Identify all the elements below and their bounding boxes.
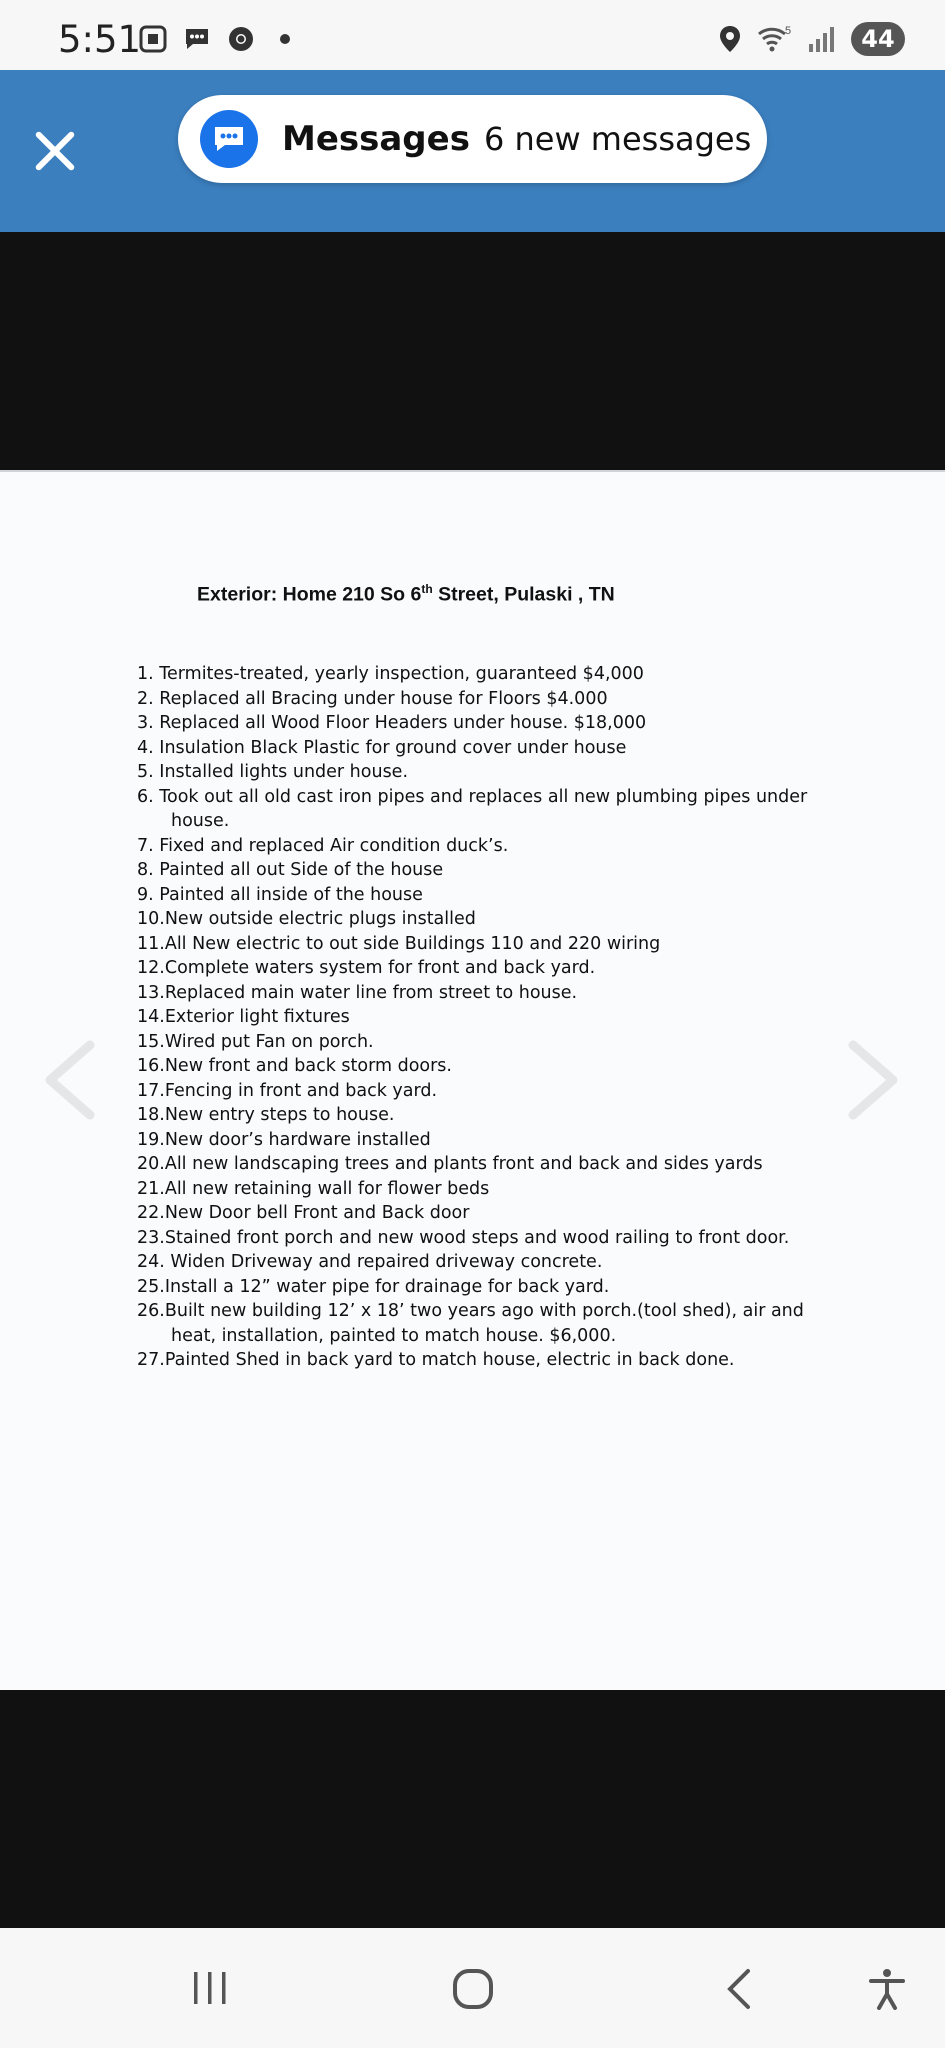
item-number: 6.	[137, 786, 154, 807]
document-list-item	[137, 1348, 837, 1373]
document-title: Exterior: Home 210 So 6th Street, Pulaski , TN	[197, 582, 615, 606]
signal-icon	[807, 24, 837, 54]
document-list-item	[137, 956, 837, 981]
item-number: 8.	[137, 860, 154, 880]
document-list-item	[137, 883, 837, 908]
document-list-item	[137, 1177, 837, 1202]
item-text: Insulation Black Plastic for ground cover under house	[159, 737, 627, 758]
item-text-continuation: house.	[171, 811, 230, 831]
item-number: 5.	[137, 762, 154, 782]
item-number: 4.	[137, 737, 154, 758]
item-number: 17.	[137, 1080, 165, 1101]
item-text: Install a 12” water pipe for drainage for back yard.	[164, 1276, 610, 1297]
item-text: Painted all out Side of the house	[159, 860, 444, 880]
document-list-item	[137, 932, 837, 957]
item-number: 3.	[137, 713, 154, 733]
item-number: 27.	[137, 1350, 165, 1370]
system-navigation-bar	[0, 1928, 945, 2048]
document-list-item	[137, 662, 837, 687]
location-icon	[717, 24, 743, 54]
chrome-icon	[226, 24, 256, 54]
item-number: 1.	[137, 664, 154, 684]
item-number: 15.	[137, 1031, 165, 1052]
battery-indicator: 44	[851, 22, 905, 56]
item-text: Painted all inside of the house	[159, 884, 423, 905]
document-list-item	[137, 785, 837, 834]
next-image-icon[interactable]	[845, 1040, 903, 1120]
item-text: New outside electric plugs installed	[164, 909, 476, 929]
home-icon[interactable]	[452, 1968, 494, 2010]
item-number: 13.	[137, 982, 165, 1003]
item-number: 22.	[137, 1203, 165, 1223]
item-number: 11.	[137, 933, 165, 954]
item-text: Painted Shed in back yard to match house, electric in back done.	[164, 1350, 735, 1370]
item-text: Replaced main water line from street to house.	[164, 982, 578, 1003]
item-number: 18.	[137, 1105, 165, 1125]
item-number: 26.	[137, 1301, 165, 1321]
document-list-item	[137, 1299, 837, 1348]
item-number: 9.	[137, 884, 154, 905]
document-list-item	[137, 1226, 837, 1251]
back-icon[interactable]	[722, 1968, 756, 2010]
item-text: Fencing in front and back yard.	[164, 1080, 438, 1101]
wifi-icon	[757, 24, 793, 54]
chat-icon	[182, 24, 212, 54]
item-text: Fixed and replaced Air condition duck’s.	[159, 835, 509, 856]
item-text: Widen Driveway and repaired driveway concrete.	[164, 1252, 603, 1272]
document-list-item	[137, 1152, 837, 1177]
item-text: Exterior light fixtures	[164, 1007, 350, 1027]
status-time: 5:51	[58, 18, 142, 61]
item-number: 16.	[137, 1056, 165, 1076]
screenshot-icon	[138, 24, 168, 54]
item-number: 21.	[137, 1178, 165, 1199]
item-text-continuation: heat, installation, painted to match house. $6,000.	[171, 1325, 617, 1346]
document-list-item	[137, 1250, 837, 1275]
document-list-item	[137, 760, 837, 785]
document-list-item	[137, 1030, 837, 1055]
item-number: 2.	[137, 688, 154, 709]
previous-image-icon[interactable]	[40, 1040, 98, 1120]
item-text: Complete waters system for front and back yard.	[164, 958, 596, 978]
item-number: 24.	[137, 1252, 165, 1272]
item-text: New front and back storm doors.	[164, 1056, 452, 1076]
notification-dot-icon	[280, 34, 290, 44]
close-icon[interactable]	[30, 125, 80, 175]
notification-text: 6 new messages	[483, 120, 752, 158]
item-number: 19.	[137, 1129, 165, 1150]
item-text: New Door bell Front and Back door	[164, 1203, 470, 1223]
item-text: All new landscaping trees and plants front and back and sides yards	[164, 1154, 763, 1174]
item-number: 7.	[137, 835, 154, 856]
document-list-item	[137, 981, 837, 1006]
item-text: Installed lights under house.	[159, 762, 409, 782]
item-text: All New electric to out side Buildings 110 and 220 wiring	[164, 933, 661, 954]
item-text: Replaced all Wood Floor Headers under house. $18,000	[159, 713, 647, 733]
item-number: 14.	[137, 1007, 165, 1027]
document-list-item	[137, 1128, 837, 1153]
messages-app-icon	[200, 110, 258, 168]
notification-app-name: Messages	[282, 119, 470, 159]
item-text: New entry steps to house.	[164, 1105, 395, 1125]
document-list-item	[137, 1054, 837, 1079]
document-list-item	[137, 858, 837, 883]
item-number: 20.	[137, 1154, 165, 1174]
document-list-item	[137, 711, 837, 736]
item-text: Took out all old cast iron pipes and replaces all new plumbing pipes under	[159, 786, 808, 807]
document-page	[0, 470, 945, 1690]
item-number: 10.	[137, 909, 165, 929]
document-list-item	[137, 1005, 837, 1030]
recent-apps-icon[interactable]	[190, 1968, 230, 2008]
item-text: Stained front porch and new wood steps and wood railing to front door.	[164, 1227, 790, 1248]
item-text: Wired put Fan on porch.	[164, 1031, 374, 1052]
document-list-item	[137, 907, 837, 932]
document-list-item	[137, 687, 837, 712]
accessibility-icon[interactable]	[868, 1968, 906, 2010]
document-list-item	[137, 736, 837, 761]
svg-text:5: 5	[785, 25, 792, 37]
document-list-item	[137, 1103, 837, 1128]
item-number: 25.	[137, 1276, 165, 1297]
item-text: New door’s hardware installed	[164, 1129, 431, 1150]
item-text: Built new building 12’ x 18’ two years ago with porch.(tool shed), air and	[164, 1301, 804, 1321]
document-list-item	[137, 1275, 837, 1300]
document-list-item	[137, 1079, 837, 1104]
item-text: Replaced all Bracing under house for Floors $4.000	[159, 688, 608, 709]
item-number: 12.	[137, 958, 165, 978]
message-notification[interactable]	[178, 95, 767, 183]
item-text: All new retaining wall for flower beds	[164, 1178, 490, 1199]
document-list-item	[137, 834, 837, 859]
item-text: Termites-treated, yearly inspection, guaranteed $4,000	[159, 664, 644, 684]
document-list	[137, 662, 837, 1373]
status-bar	[0, 0, 945, 70]
item-number: 23.	[137, 1227, 165, 1248]
document-list-item	[137, 1201, 837, 1226]
